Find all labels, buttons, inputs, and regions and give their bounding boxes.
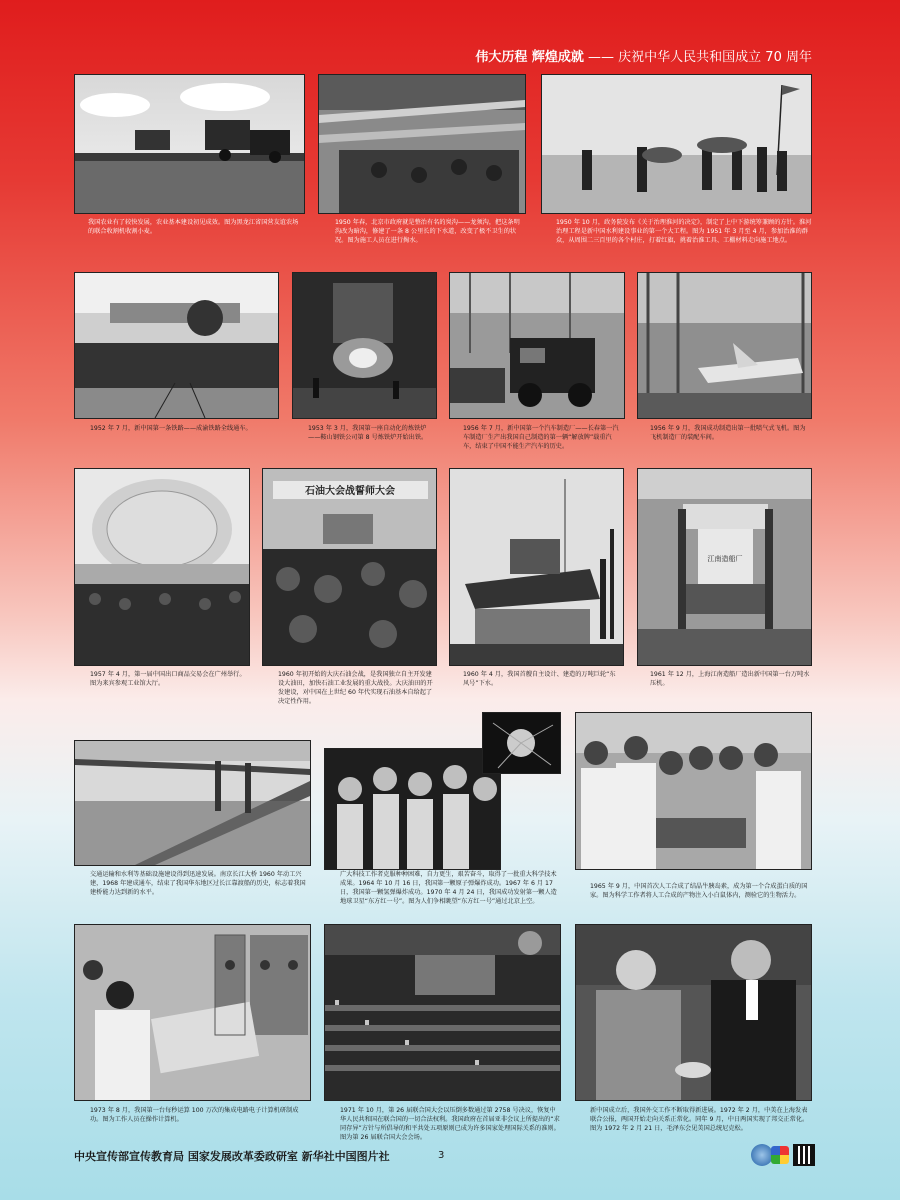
photo-anshan-furnace: [292, 272, 437, 419]
caption-16: 1971 年 10 月，第 26 届联合国大会以压倒多数通过第 2758 号决议，恢复中华人民共和国在联合国的一切合法权利。我国政府在首届亚非会议上所提出的“求同存异”方针与所倡导的和平共处五项原则已成为许多国家处理国际关系的准则。图为第 26 届联合国大会会场。: [340, 1107, 560, 1141]
press-plate-text: 江南造船厂: [707, 555, 743, 563]
photo-jiefang-truck: [449, 272, 625, 419]
caption-13: 广大科技工作者克服种种困难，自力更生，艰苦奋斗，取得了一批重大科学技术成果。1964 年 10 月 16 日，我国第一颗原子弹爆炸成功。1967 年 6 月 17 日，我国第一颗氢弹爆炸成功。1970 年 4 月 24 日，我国成功发射第一颗人造地球卫星“东方红一号”。图为人们争相眺望“东方红一号”通过北京上空。: [340, 871, 557, 905]
caption-9: 1960 年初开始的大庆石油会战，是我国独立自主开发建设大油田，加快石油工业发展的重大战役。大庆油田的开发建设，对中国在上世纪 60 年代实现石油基本自给起了决定性作用。: [278, 671, 433, 705]
photo-chengyu-railway: [74, 272, 279, 419]
publisher-logo-1: [751, 1144, 773, 1166]
caption-15: 1973 年 8 月，我国第一台每秒运算 100 万次的集成电路电子计算机研制成功。图为工作人员在操作计算机。: [90, 1107, 299, 1123]
caption-14: 1965 年 9 月，中国首次人工合成了结晶牛胰岛素，成为第一个合成蛋白质的国家。图为科学工作者将人工合成的产物注入小白鼠体内，测验它的生物活力。: [590, 883, 808, 899]
caption-12: 交通运输和水利等基础设施建设得到迅速发展。南京长江大桥 1960 年动工兴建，1968 年建成通车，结束了我国华东地区过长江靠渡船的历史，标志着我国建桥能力达到新的水平。: [90, 871, 306, 896]
photo-computer-operator: [74, 924, 311, 1101]
caption-8: 1957 年 4 月，第一届中国出口商品交易会在广州举行。图为来宾参观工业馆大厅。: [90, 671, 246, 687]
photo-mao-nixon: [575, 924, 812, 1101]
page-number: 3: [438, 1150, 445, 1161]
caption-5: 1953 年 3 月，我国第一座自动化的炼铁炉——鞍山钢铁公司第 8 号炼铁炉开始出铁。: [308, 425, 428, 441]
photo-daqing-rally: [262, 468, 437, 666]
caption-4: 1952 年 7 月，新中国第一条铁路——成渝铁路全线通车。: [90, 425, 252, 432]
caption-1: 我国农业有了较快发展，农业基本建设初见成效。图为黑龙江省国营友谊农场的联合收割机收割小麦。: [88, 219, 299, 235]
photo-un-assembly: [324, 924, 561, 1101]
poster-header: [475, 46, 812, 65]
photo-insulin-lab: [575, 712, 812, 870]
photo-dongfeng-ship: [449, 468, 624, 666]
caption-3: 1950 年 10 月，政务院发布《关于治理淮河的决定》，制定了上中下游统筹兼顾的方针。淮河治理工程是新中国水利建设事业的第一个大工程。图为 1951 年 3 月至 4 月，参加治淮的群众，从周围二三百里的各个村庄，打着红旗，挑着治淮工具、工棚材料走向施工地点。: [556, 219, 812, 244]
caption-7: 1956 年 9 月，我国成功制造出第一批喷气式飞机。图为飞机制造厂的装配车间。: [650, 425, 806, 441]
caption-17: 新中国成立后，我国外交工作不断取得新进展。1972 年 2 月，中美在上海发表联合公报，两国开始走向关系正常化。同年 9 月，中日两国实现了邦交正常化。图为 1972 年 2 月 21 日，毛泽东会见美国总统尼克松。: [590, 1107, 809, 1132]
oil-banner-text: 石油大会战誓师大会: [305, 486, 395, 497]
publishers-credit: 中央宣传部宣传教育局 国家发展改革委政研室 新华社中国图片社: [74, 1150, 390, 1163]
photo-longxu-ditch: [318, 74, 526, 214]
photo-jet-assembly: [637, 272, 812, 419]
photo-hydraulic-press: [637, 468, 812, 666]
header-title: 伟大历程 辉煌成就: [475, 50, 584, 65]
qr-code-icon: [793, 1144, 815, 1166]
photo-satellite-watchers: [324, 748, 501, 870]
header-subtitle: —— 庆祝中华人民共和国成立 70 周年: [588, 50, 812, 65]
caption-2: 1950 年春，北京市政府就是整治有名的臭沟——龙须沟，把这条明沟改为暗沟，修建了一条 8 公里长的下水道，改变了极不卫生的状况。图为施工人员在进行掏水。: [335, 219, 520, 244]
photo-huai-river: [541, 74, 812, 214]
photo-satellite-inset: [482, 712, 561, 774]
photo-canton-fair: [74, 468, 250, 666]
caption-11: 1961 年 12 月，上海江南造船厂造出新中国第一台万吨水压机。: [650, 671, 810, 687]
publisher-logo-2: [771, 1146, 789, 1164]
caption-6: 1956 年 7 月，新中国第一个汽车制造厂——长春第一汽车制造厂生产出我国自己制造的第一辆“解放牌”载重汽车，结束了中国不能生产汽车的历史。: [463, 425, 619, 450]
photo-harvester: [74, 74, 305, 214]
caption-10: 1960 年 4 月，我国首艘自主设计、建造的万吨巨轮“东风号”下水。: [463, 671, 616, 687]
photo-nanjing-bridge: [74, 740, 311, 866]
